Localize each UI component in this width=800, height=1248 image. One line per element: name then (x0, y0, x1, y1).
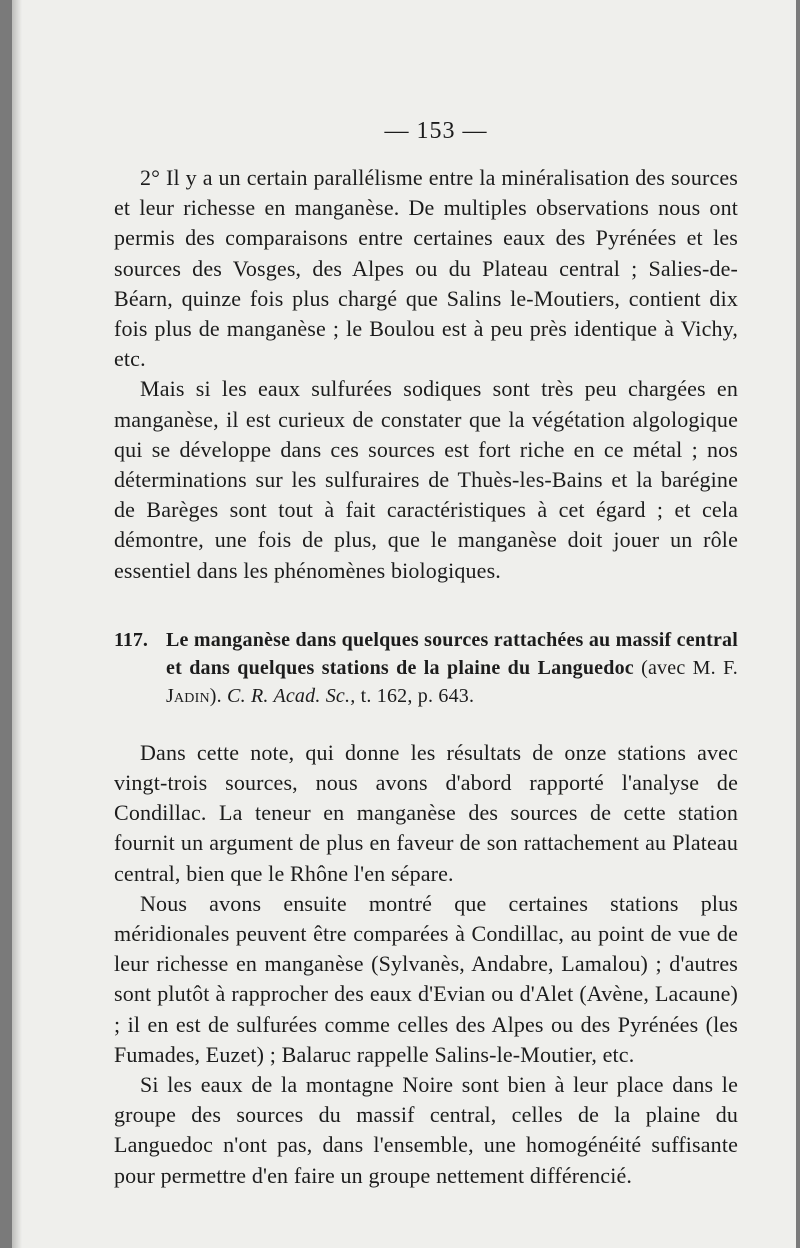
page-content (114, 118, 738, 1191)
bibliography-entry (114, 626, 738, 710)
entry-ref-journal: C. R. Acad. Sc., (227, 684, 356, 707)
paragraph-condillac: Dans cette note, qui donne les résultats de onze stations avec vingt-trois sources, nous avons d'abord rapporté l'analyse de Condillac. La teneur en manganèse des sources de cette station fournit un argument de plus en faveur de son rattachement au Plateau central, bien que le Rhône l'en sépare. (114, 739, 738, 886)
page-number: — 153 — (384, 118, 488, 144)
entry-ref-author: Jadin (166, 684, 210, 707)
entry-title-block (166, 626, 738, 710)
entry-ref-details: t. 162, p. 643. (355, 684, 475, 707)
paragraph-parallelism: 2° Il y a un certain parallélisme entre la minéralisation des sources et leur richesse en manganèse. De multiples observations nous ont permis des comparaisons entre certaines eaux des Pyrénées et les sources des Vosges, des Alpes ou du Plateau central ; Salies-de-Béarn, quinze fois plus chargé que Salins le-Moutiers, contient dix fois plus de manganèse ; le Boulou est à peu près identique à Vichy, etc. (114, 165, 738, 372)
page-edge-shadow (12, 0, 22, 1248)
paragraph-sulfurated-waters: Mais si les eaux sulfurées sodiques sont très peu chargées en manganèse, il est curieux de constater que la végétation algologique qui se développe dans ces sources est fort riche en ce métal ; nos déterminations sur les sulfuraires de Thuès-les-Bains et la barégine de Barèges sont tout à fait caractéristiques à cet égard ; et cela démontre, une fois de plus, que le manganèse doit jouer un rôle essentiel dans les phénomènes biologiques. (114, 376, 738, 583)
entry-number: 117. (114, 628, 148, 651)
entry-title: Le manganèse dans quelques sources rattachées au massif central et dans quelques stations de la plaine du Languedoc (166, 628, 738, 679)
entry-ref-open: (avec M. F. (641, 656, 739, 679)
paragraph-montagne-noire: Si les eaux de la montagne Noire sont bien à leur place dans le groupe des sources du massif central, celles de la plaine du Languedoc n'ont pas, dans l'ensemble, une homogénéité suffisante pour permettre d'en faire un groupe nettement différencié. (114, 1072, 738, 1188)
entry-ref-mid: ). (209, 684, 228, 707)
book-page (12, 0, 796, 1248)
paragraph-meridional-stations: Nous avons ensuite montré que certaines stations plus méridionales peuvent être comparées à Condillac, au point de vue de leur richesse en manganèse (Sylvanès, Andabre, Lamalou) ; d'autres sont plutôt à rapprocher des eaux d'Evian ou d'Alet (Avène, Lacaune) ; il en est de sulfurées comme celles des Alpes ou des Pyrénées (les Fumades, Euzet) ; Balaruc rappelle Salins-le-Moutier, etc. (114, 890, 738, 1067)
